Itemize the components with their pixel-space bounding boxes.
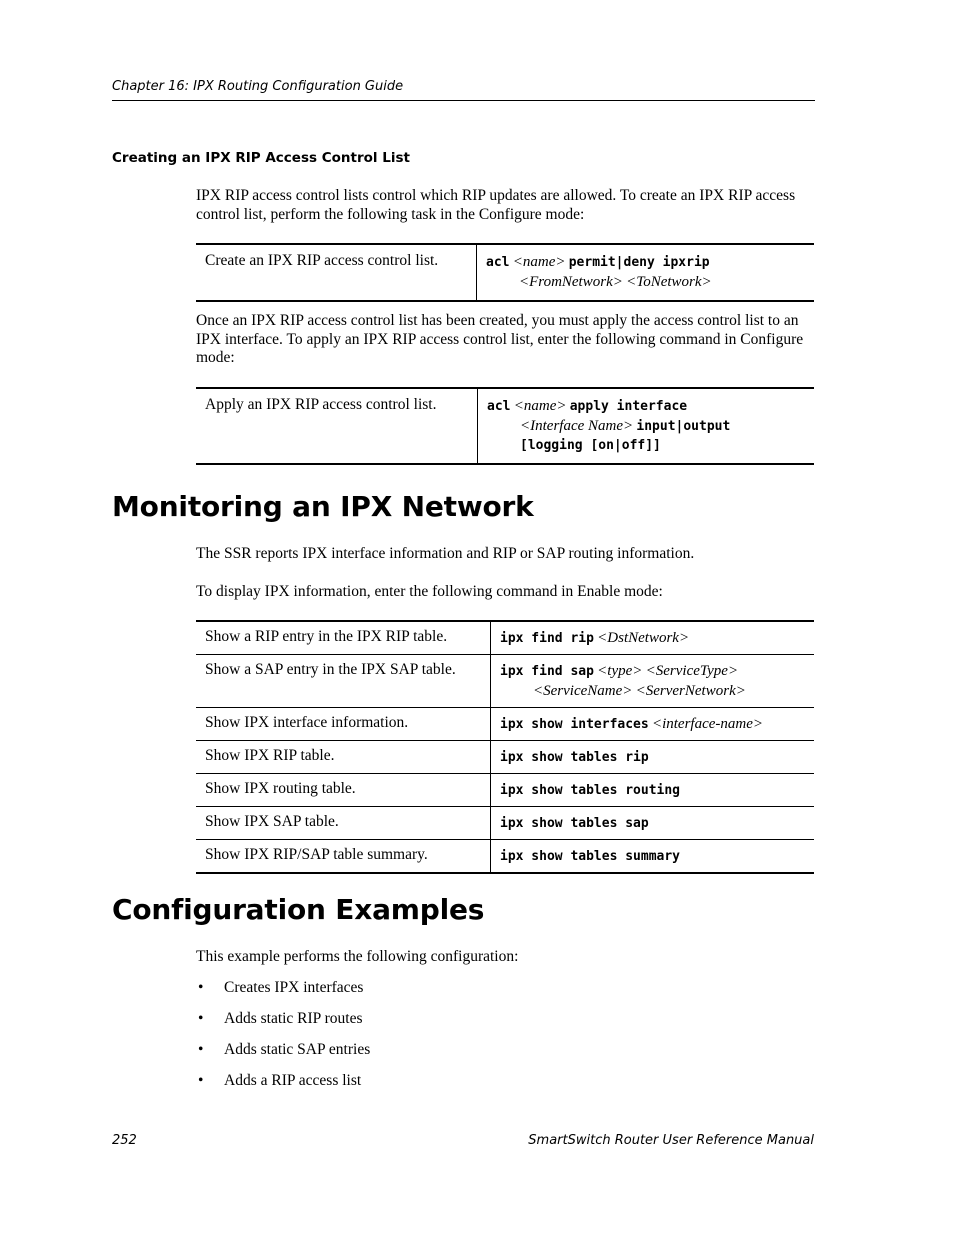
command-keyword: acl <box>486 255 510 270</box>
monitoring-heading: Monitoring an IPX Network <box>112 490 534 523</box>
header-rule <box>112 100 815 101</box>
table-row <box>196 807 814 840</box>
subsection-heading: Creating an IPX RIP Access Control List <box>112 150 410 166</box>
command-keyword: ipx show tables sap <box>500 816 649 831</box>
command-keyword: ipx show tables summary <box>500 849 681 864</box>
row-command <box>491 741 815 774</box>
apply-acl-command <box>478 388 815 464</box>
table-row <box>196 655 814 708</box>
config-examples-heading: Configuration Examples <box>112 893 485 926</box>
table-row <box>196 708 814 741</box>
bullet-glyph: • <box>198 1072 204 1089</box>
apply-acl-intro: Once an IPX RIP access control list has been created, you must apply the access control list to an IPX interface. To apply an IPX RIP access control list, enter the following command in Configure mode: <box>196 312 804 366</box>
command-argument: <ToNetwork> <box>626 274 712 290</box>
command-argument: <ServerNetwork> <box>635 683 746 699</box>
bullet-glyph: • <box>198 1041 204 1058</box>
command-keyword: ipx find rip <box>500 631 594 646</box>
row-command <box>491 840 815 874</box>
command-keyword: input|output <box>636 419 731 434</box>
row-command <box>491 621 815 655</box>
command-argument: <ServiceType> <box>645 663 739 679</box>
row-description: Show IPX SAP table. <box>196 807 491 840</box>
row-description: Show IPX interface information. <box>196 708 491 741</box>
table-row <box>196 741 814 774</box>
bullet-glyph: • <box>198 1010 204 1027</box>
command-keyword: [logging [on|off]] <box>520 438 661 453</box>
table-row <box>196 840 814 874</box>
command-argument: <name> <box>513 398 567 414</box>
row-description: Show IPX RIP/SAP table summary. <box>196 840 491 874</box>
page-number: 252 <box>112 1133 137 1148</box>
monitoring-para-2: To display IPX information, enter the following command in Enable mode: <box>196 583 663 600</box>
command-keyword: permit|deny ipxrip <box>568 255 710 270</box>
row-command <box>491 708 815 741</box>
table-row <box>196 244 814 301</box>
row-description: Show IPX routing table. <box>196 774 491 807</box>
list-item-text: Creates IPX interfaces <box>224 979 364 996</box>
command-argument: <FromNetwork> <box>519 274 623 290</box>
command-argument: <Interface Name> <box>520 418 634 434</box>
monitoring-command-table <box>196 620 814 874</box>
row-command <box>491 655 815 708</box>
apply-acl-description: Apply an IPX RIP access control list. <box>196 388 478 464</box>
command-keyword: ipx show tables routing <box>500 783 681 798</box>
row-description: Show a RIP entry in the IPX RIP table. <box>196 621 491 655</box>
row-command <box>491 774 815 807</box>
command-argument: <DstNetwork> <box>597 630 690 646</box>
rip-acl-intro: IPX RIP access control lists control which RIP updates are allowed. To create an IPX RIP access control list, perform the following task in the Configure mode: <box>196 187 796 223</box>
create-acl-description: Create an IPX RIP access control list. <box>196 244 477 301</box>
monitoring-para-1: The SSR reports IPX interface information and RIP or SAP routing information. <box>196 545 695 562</box>
command-keyword: apply interface <box>569 399 688 414</box>
table-row <box>196 388 814 464</box>
create-acl-command <box>477 244 815 301</box>
command-keyword: ipx show interfaces <box>500 717 649 732</box>
list-item-text: Adds static RIP routes <box>224 1010 363 1027</box>
create-acl-table <box>196 243 814 302</box>
command-argument: <interface-name> <box>651 716 764 732</box>
book-title: SmartSwitch Router User Reference Manual <box>528 1133 814 1148</box>
config-examples-intro: This example performs the following configuration: <box>196 948 519 965</box>
command-argument: <ServiceName> <box>533 683 633 699</box>
running-head: Chapter 16: IPX Routing Configuration Guide <box>112 79 404 94</box>
command-argument: <name> <box>512 254 566 270</box>
table-row <box>196 621 814 655</box>
row-description: Show a SAP entry in the IPX SAP table. <box>196 655 491 708</box>
command-keyword: acl <box>487 399 511 414</box>
command-argument: <type> <box>597 663 643 679</box>
command-keyword: ipx show tables rip <box>500 750 649 765</box>
list-item-text: Adds a RIP access list <box>224 1072 362 1089</box>
table-row <box>196 774 814 807</box>
config-bullet-list <box>196 979 596 1089</box>
bullet-glyph: • <box>198 979 204 996</box>
command-keyword: ipx find sap <box>500 664 594 679</box>
list-item-text: Adds static SAP entries <box>224 1041 371 1058</box>
row-command <box>491 807 815 840</box>
apply-acl-table <box>196 387 814 465</box>
row-description: Show IPX RIP table. <box>196 741 491 774</box>
